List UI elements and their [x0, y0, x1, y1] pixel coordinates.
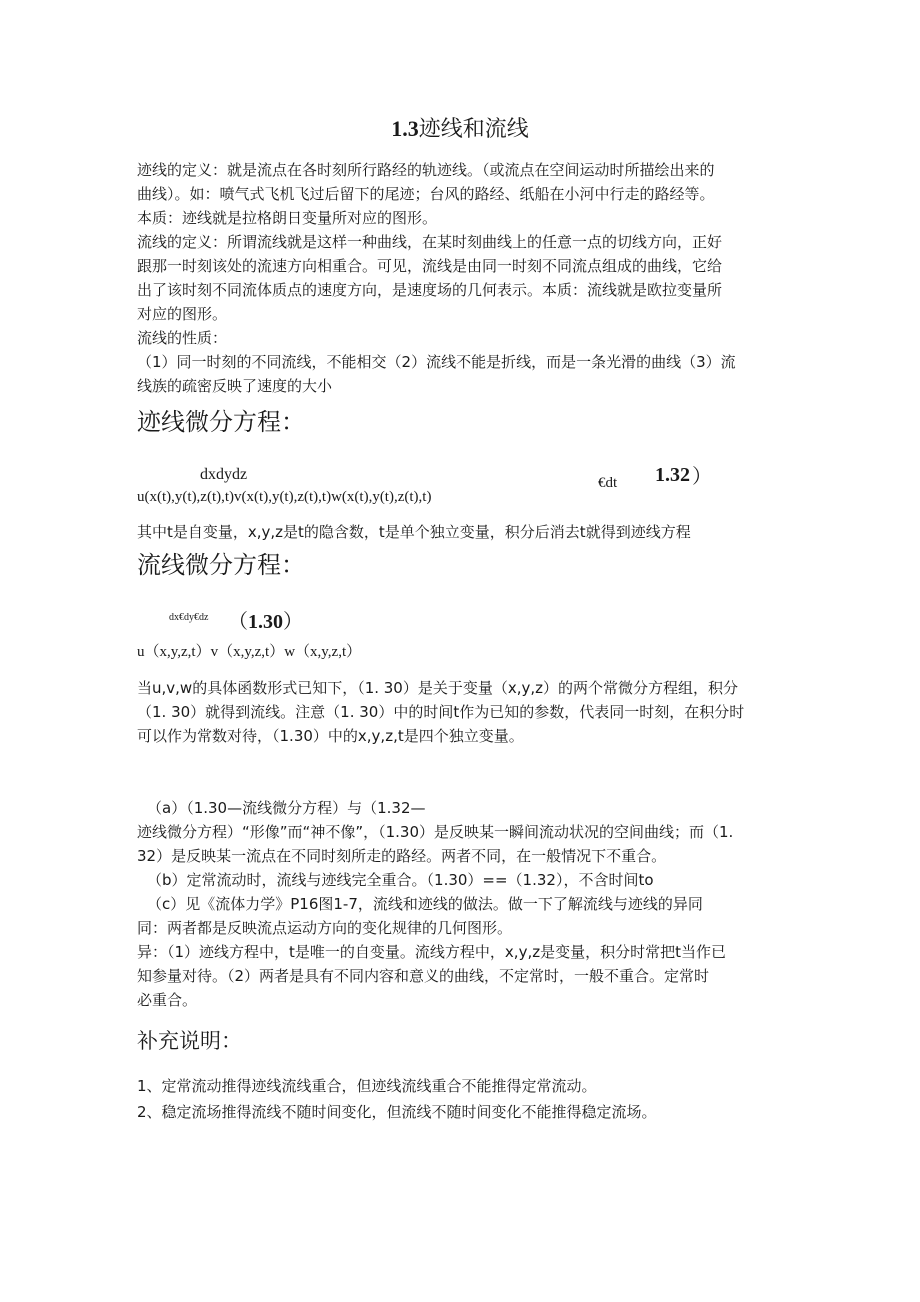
list-item: 2、稳定流场推得流线不随时间变化，但流线不随时间变化不能推得稳定流场。: [137, 1103, 657, 1121]
eq1-close-paren: ）: [692, 464, 712, 488]
definitions-paragraph: [137, 158, 736, 398]
text-line: 同：两者都是反映流点运动方向的变化规律的几何图形。: [137, 919, 513, 937]
supplement-list: [137, 1073, 657, 1125]
heading-supplement: 补充说明：: [137, 1029, 242, 1053]
heading-pathline-equation: 迹线微分方程：: [137, 408, 305, 436]
page-title: [0, 112, 920, 143]
text-line: 迹线微分方程）“形像”而“神不像”，（1.30）是反映某一瞬间流动状况的空间曲线；而（1.: [137, 823, 734, 841]
text-line: （b）定常流动时，流线与迹线完全重合。（1.30）==（1.32），不含时间to: [147, 871, 654, 889]
eq1-note: 其中t是自变量，x,y,z是t的隐含数，t是单个独立变量，积分后消去t就得到迹线方程: [137, 523, 691, 541]
streamline-explanation: [137, 676, 744, 748]
list-item: 1、定常流动推得迹线流线重合，但迹线流线重合不能推得定常流动。: [137, 1077, 597, 1095]
eq1-denominators: u(x(t),y(t),z(t),t)v(x(t),y(t),z(t),t)w(x(t),y(t),z(t),t): [137, 489, 432, 505]
text-line: （1）同一时刻的不同流线，不能相交（2）流线不能是折线，而是一条光滑的曲线（3）流: [137, 353, 736, 371]
text-line: 本质：迹线就是拉格朗日变量所对应的图形。: [137, 209, 438, 227]
comparison-paragraph: [137, 796, 733, 1012]
title-text: 迹线和流线: [418, 117, 529, 142]
text-line: 流线的定义：所谓流线就是这样一种曲线，在某时刻曲线上的任意一点的切线方向，正好: [137, 233, 723, 251]
eq2-denominators: u（x,y,z,t）v（x,y,z,t）w（x,y,z,t）: [137, 644, 362, 660]
text-line: 异：（1）迹线方程中，t是唯一的自变量。流线方程中，x,y,z是变量，积分时常把t当作已: [137, 943, 726, 961]
eq2-number-label: [228, 605, 303, 634]
text-line: 可以作为常数对待，（1.30）中的x,y,z,t是四个独立变量。: [137, 727, 524, 745]
eq1-number: 1.32: [655, 464, 690, 486]
eq2-close-paren: ）: [283, 609, 303, 633]
title-number: 1.3: [391, 116, 419, 141]
text-line: 必重合。: [137, 991, 198, 1009]
text-line: 知参量对待。（2）两者是具有不同内容和意义的曲线，不定常时，一般不重合。定常时: [137, 967, 710, 985]
text-line: 流线的性质：: [137, 329, 228, 347]
eq1-rhs: €dt: [598, 475, 618, 491]
text-line: 32）是反映某一流点在不同时刻所走的路经。两者不同，在一般情况下不重合。: [137, 847, 667, 865]
text-line: 对应的图形。: [137, 305, 228, 323]
text-line: 出了该时刻不同流体质点的速度方向，是速度场的几何表示。本质：流线就是欧拉变量所: [137, 281, 723, 299]
text-line: （1. 30）就得到流线。注意（1. 30）中的时间t作为已知的参数，代表同一时刻，在积分时: [137, 703, 745, 721]
text-line: 曲线）。如：喷气式飞机飞过后留下的尾迹；台风的路经、纸船在小河中行走的路经等。: [137, 185, 715, 203]
eq2-number: 1.30: [248, 611, 283, 633]
eq1-numerators: dxdydz: [200, 466, 248, 483]
text-line: 线族的疏密反映了速度的大小: [137, 377, 333, 395]
text-line: 当u,v,w的具体函数形式已知下，（1. 30）是关于变量（x,y,z）的两个常微分方程组，积分: [137, 679, 739, 697]
eq2-fraction: dx€dy€dz: [169, 612, 209, 623]
text-line: 跟那一时刻该处的流速方向相重合。可见，流线是由同一时刻不同流点组成的曲线，它给: [137, 257, 723, 275]
heading-streamline-equation: 流线微分方程：: [137, 551, 305, 579]
text-line: （c）见《流体力学》P16图1-7，流线和迹线的做法。做一下了解流线与迹线的异同: [147, 895, 703, 913]
text-line: （a）（1.30—流线微分方程）与（1.32—: [147, 799, 426, 817]
eq2-open-paren: （: [228, 609, 248, 633]
text-line: 迹线的定义：就是流点在各时刻所行路经的轨迹线。（或流点在空间运动时所描绘出来的: [137, 161, 715, 179]
